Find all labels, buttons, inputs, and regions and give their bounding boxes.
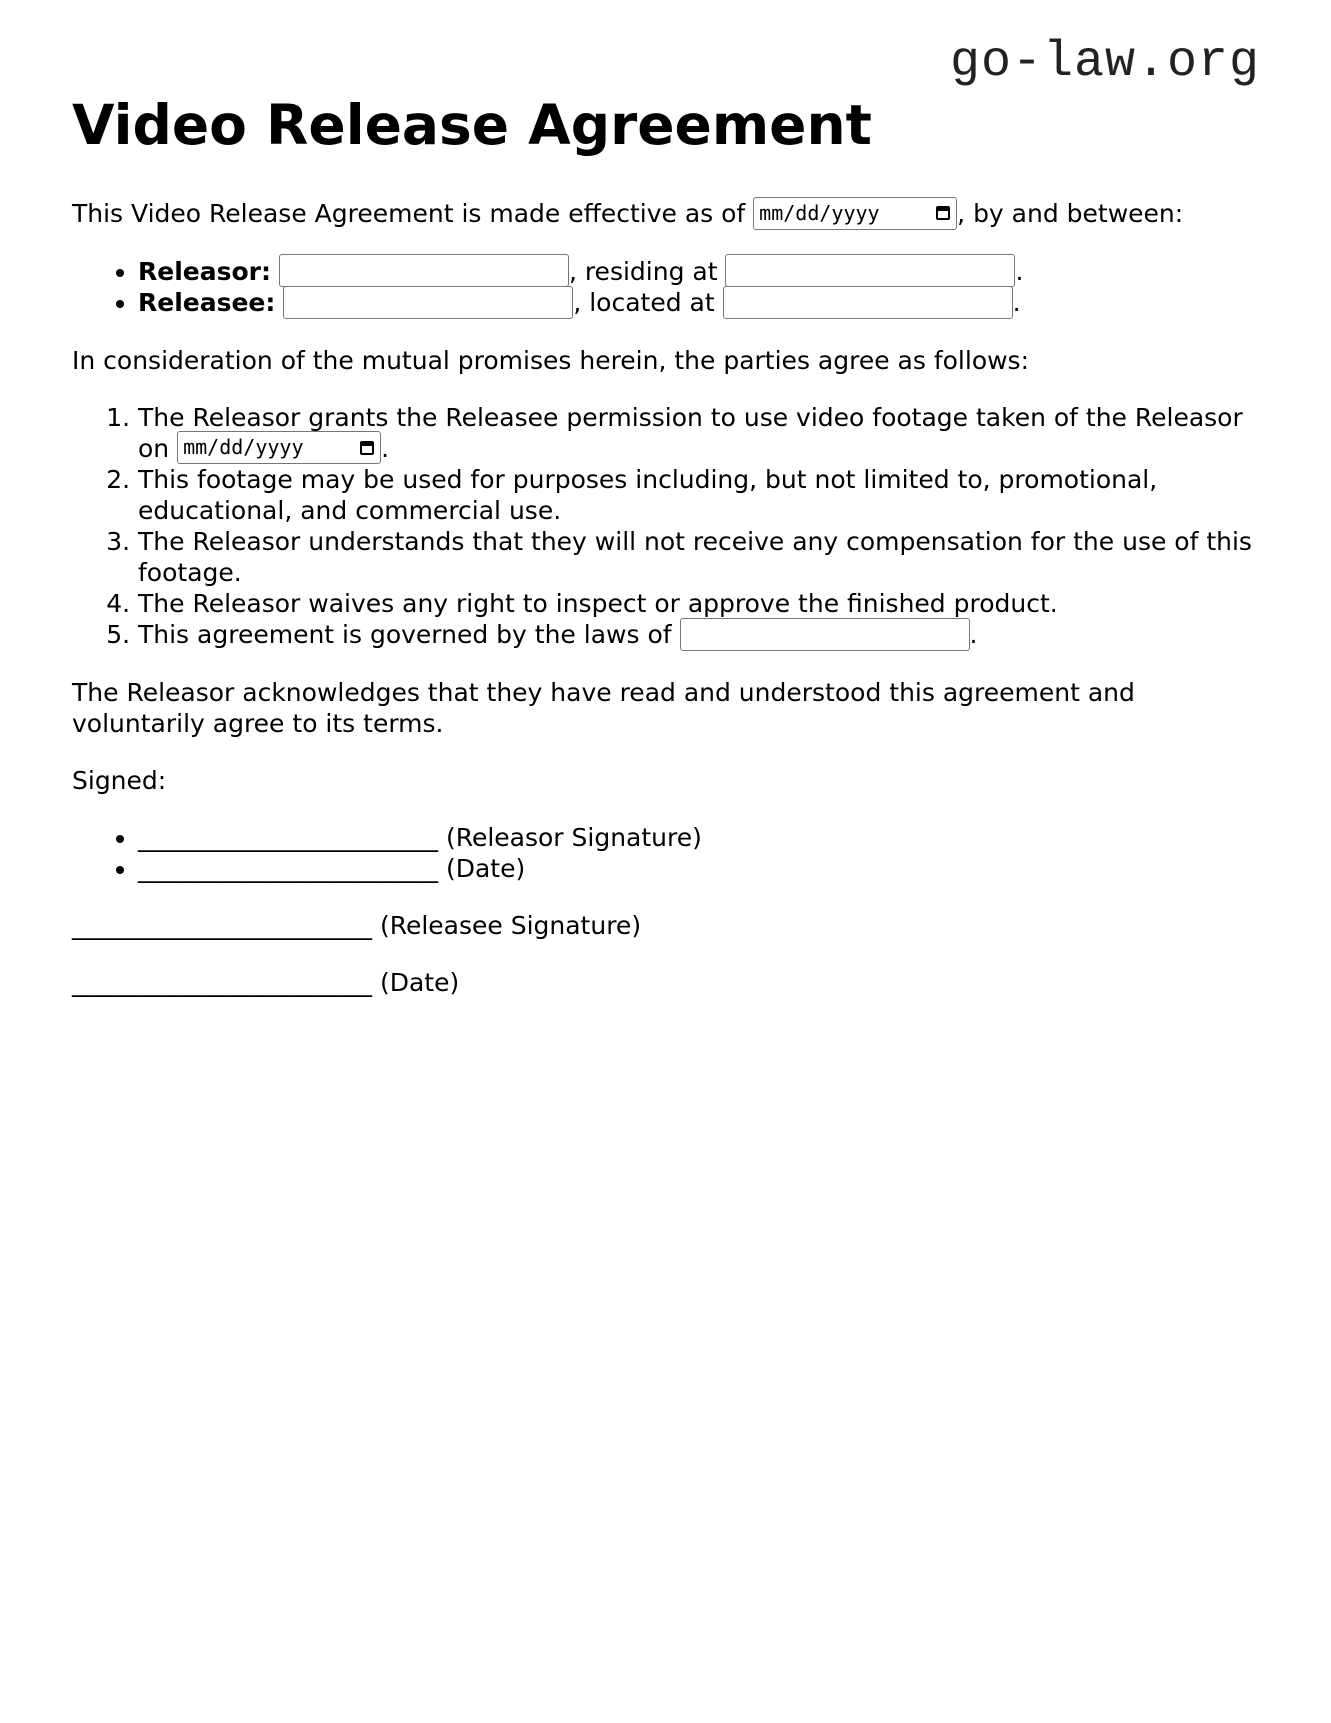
intro-paragraph: [72, 198, 1262, 230]
releasor-signature-list: [72, 822, 1262, 884]
term-5-text: This agreement is governed by the laws of: [138, 620, 672, 649]
term-5-end: .: [969, 620, 978, 649]
footage-date-placeholder: mm/dd/yyyy: [183, 435, 304, 459]
party-releasor: [138, 256, 1262, 288]
releasee-label: Releasee:: [138, 288, 276, 317]
intro-text-after: , by and between:: [957, 199, 1184, 228]
term-item: [138, 588, 1262, 619]
governing-law-input[interactable]: [680, 618, 970, 651]
term-4-text: The Releasor waives any right to inspect or approve the finished product.: [138, 589, 1058, 618]
footage-date-input[interactable]: [177, 431, 381, 464]
page-title: Video Release Agreement: [72, 93, 872, 157]
releasee-end: .: [1012, 288, 1021, 317]
effective-date-input[interactable]: [753, 197, 957, 230]
releasor-label: Releasor:: [138, 256, 271, 286]
terms-list: [72, 402, 1262, 651]
site-watermark: go-law.org: [950, 34, 1261, 91]
releasor-address-input[interactable]: [725, 254, 1015, 287]
signed-label: Signed:: [72, 765, 167, 795]
term-2-text: This footage may be used for purposes including, but not limited to, promotional, educational, and commercial use.: [138, 465, 1158, 525]
releasee-address-input[interactable]: [723, 286, 1013, 319]
term-item: [138, 619, 1262, 651]
consideration-paragraph: In consideration of the mutual promises herein, the parties agree as follows:: [72, 345, 1030, 375]
party-releasee: [138, 287, 1262, 319]
term-item: [138, 526, 1262, 588]
releasee-connector: , located at: [573, 288, 715, 317]
calendar-icon[interactable]: [936, 206, 950, 220]
releasor-connector: , residing at: [568, 256, 718, 286]
term-3-text: The Releasor understands that they will not receive any compensation for the use of this footage.: [138, 527, 1252, 587]
releasor-end: .: [1015, 256, 1024, 286]
releasee-name-input[interactable]: [283, 286, 573, 319]
releasee-date-line: ________________________ (Date): [72, 967, 460, 997]
releasor-signature-line: • ________________________ (Releasor Signature): [138, 822, 1262, 853]
acknowledgment-paragraph: The Releasor acknowledges that they have read and understood this agreement and voluntarily agree to its terms.: [72, 677, 1135, 738]
intro-text: This Video Release Agreement is made effective as of: [72, 199, 746, 228]
agreement-document: [72, 90, 1262, 1024]
effective-date-placeholder: mm/dd/yyyy: [759, 200, 880, 225]
term-item: [138, 464, 1262, 526]
releasor-date-line: • ________________________ (Date): [138, 853, 1262, 884]
releasor-name-input[interactable]: [279, 254, 569, 287]
parties-list: [72, 256, 1262, 319]
releasee-signature-block: [72, 910, 1262, 998]
releasee-signature-line: ________________________ (Releasee Signature): [72, 910, 642, 940]
term-item: [138, 402, 1262, 465]
term-1-end: .: [381, 433, 390, 463]
calendar-icon[interactable]: [360, 441, 374, 455]
term-1-text: The Releasor grants the Releasee permission to use video footage taken of the Releasor on: [138, 402, 1243, 463]
